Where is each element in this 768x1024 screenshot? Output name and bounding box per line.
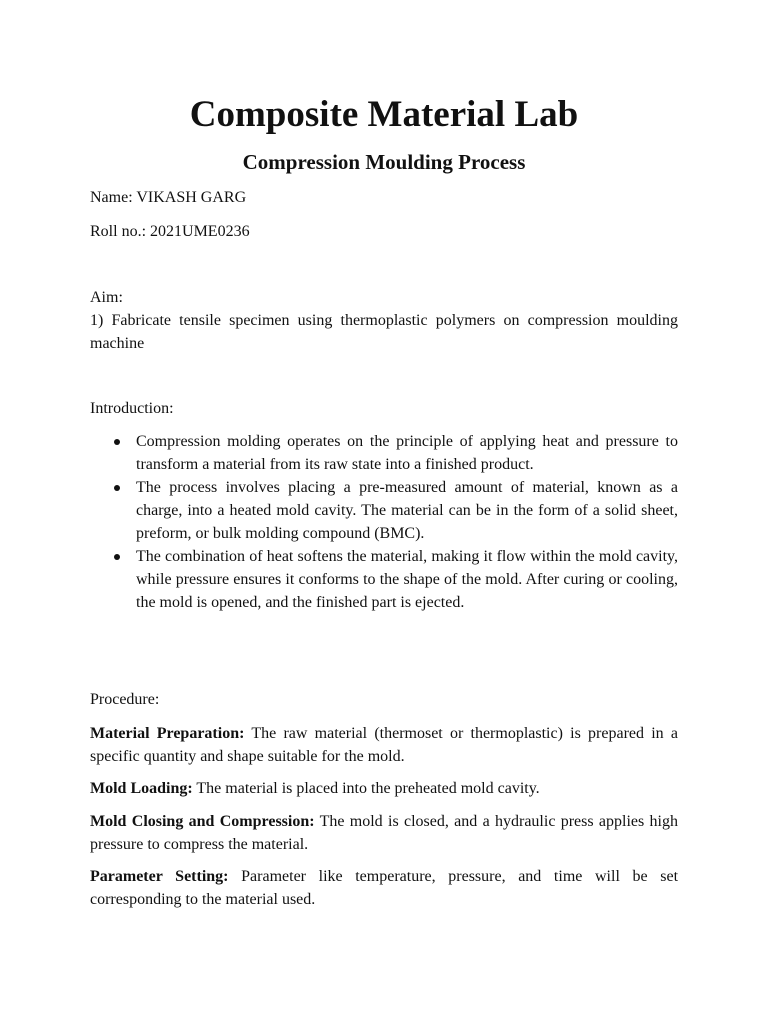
procedure-step [90,777,678,800]
step-label: Material Preparation: [90,725,245,742]
list-item [90,545,678,614]
bullet-icon [114,554,120,560]
step-label: Mold Closing and Compression: [90,813,315,830]
step-label: Parameter Setting: [90,868,229,885]
document-subtitle: Compression Moulding Process [242,150,526,174]
aim-text: 1) Fabricate tensile specimen using thermoplastic polymers on compression moulding machine [90,312,678,352]
bullet-icon [114,485,120,491]
list-item [90,430,678,476]
document-title: Composite Material Lab [189,94,579,135]
student-name: Name: VIKASH GARG [90,189,247,206]
list-item-text: The combination of heat softens the material, making it flow within the mold cavity, while pressure ensures it conforms to the shape of the mold. After curing or cooling, the mold is opened, and the finished part is ejected. [136,548,678,611]
procedure-step [90,722,678,768]
bullet-icon [114,439,120,445]
procedure-step [90,865,678,911]
aim-heading: Aim: [90,289,123,306]
list-item [90,476,678,545]
step-text: Parameter like temperature, pressure, and time will be set corresponding to the material used. [90,868,679,908]
procedure-step [90,810,678,856]
procedure-heading: Procedure: [90,691,160,708]
introduction-list [90,430,678,614]
list-item-text: Compression molding operates on the principle of applying heat and pressure to transform a material from its raw state into a finished product. [136,433,678,473]
roll-number: Roll no.: 2021UME0236 [90,223,250,240]
step-text: The material is placed into the preheated mold cavity. [192,780,540,797]
step-text: The mold is closed, and a hydraulic press applies high pressure to compress the material. [90,813,678,853]
list-item-text: The process involves placing a pre-measured amount of material, known as a charge, into a heated mold cavity. The material can be in the form of a solid sheet, preform, or bulk molding compound (BMC). [136,479,678,542]
step-text: The raw material (thermoset or thermoplastic) is prepared in a specific quantity and shape suitable for the mold. [90,725,678,765]
introduction-heading: Introduction: [90,400,174,417]
step-label: Mold Loading: [90,780,193,797]
